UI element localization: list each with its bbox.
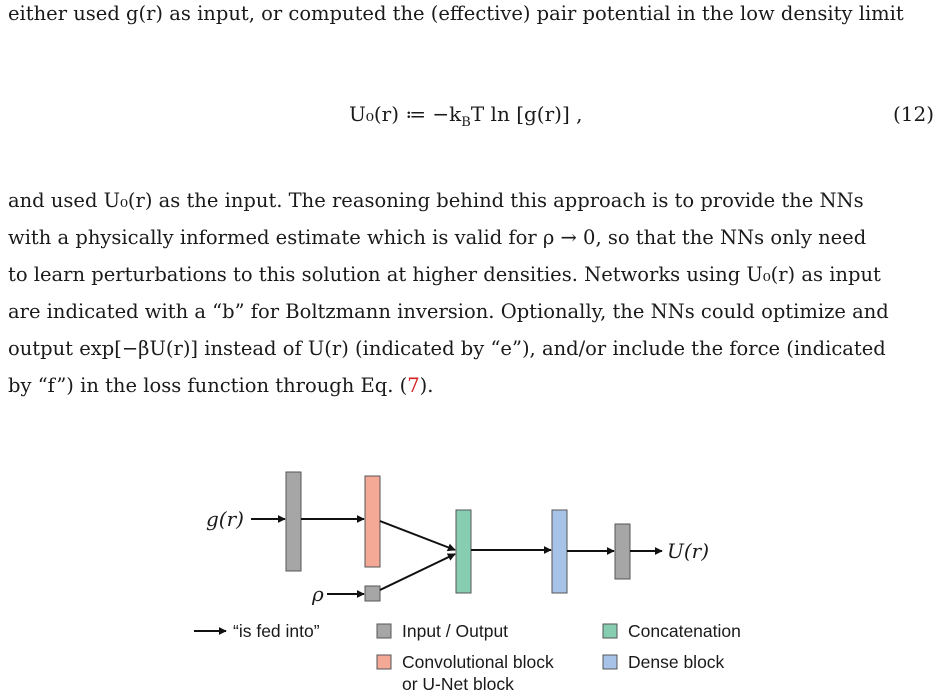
input-block <box>286 472 301 571</box>
equation-body: U₀(r) ≔ $-k_BT$ ln [g(r)] , <box>349 102 583 130</box>
legend-conv-swatch <box>377 655 391 669</box>
conv-block <box>365 476 380 567</box>
equation-number: (12) <box>892 102 934 126</box>
legend-concat-swatch <box>603 624 617 638</box>
output-label: U(r) <box>667 539 710 563</box>
text-line: either used g(r) as input, or computed the (effective) pair potential in the low density limit <box>8 2 904 25</box>
text-line: by “f”) in the loss function through Eq. (7). <box>8 374 434 397</box>
legend-dense-swatch <box>603 655 617 669</box>
output-block <box>615 524 630 579</box>
legend-io-label: Input / Output <box>402 621 509 641</box>
equation-12 <box>0 92 947 132</box>
text-line: with a physically informed estimate which is valid for ρ → 0, so that the NNs only need <box>8 226 867 249</box>
text-line: to learn perturbations to this solution at higher densities. Networks using U₀(r) as input <box>8 263 881 286</box>
dense-block <box>552 510 567 593</box>
arrow-conv-to-concat <box>380 521 455 550</box>
text-line: and used U₀(r) as the input. The reasoning behind this approach is to provide the NNs <box>8 189 864 212</box>
text-line: are indicated with a “b” for Boltzmann inversion. Optionally, the NNs could optimize and <box>8 300 889 323</box>
density-input-block <box>365 586 380 601</box>
density-label: ρ <box>312 582 324 606</box>
arrow-rho-to-concat <box>380 554 455 590</box>
legend-dense-label: Dense block <box>628 652 725 672</box>
input-label: g(r) <box>206 507 244 531</box>
concat-block <box>456 510 471 593</box>
legend-concat-label: Concatenation <box>628 621 741 641</box>
text-line: output exp[−βU(r)] instead of U(r) (indicated by “e”), and/or include the force (indicated <box>8 337 886 360</box>
legend-conv-label: Convolutional block <box>402 652 554 672</box>
legend-conv-label-line2: or U-Net block <box>402 674 514 694</box>
equation-ref-link[interactable]: 7 <box>407 374 420 397</box>
network-diagram <box>0 455 947 700</box>
legend-arrow-label: “is fed into” <box>233 621 320 641</box>
legend-io-swatch <box>377 624 391 638</box>
